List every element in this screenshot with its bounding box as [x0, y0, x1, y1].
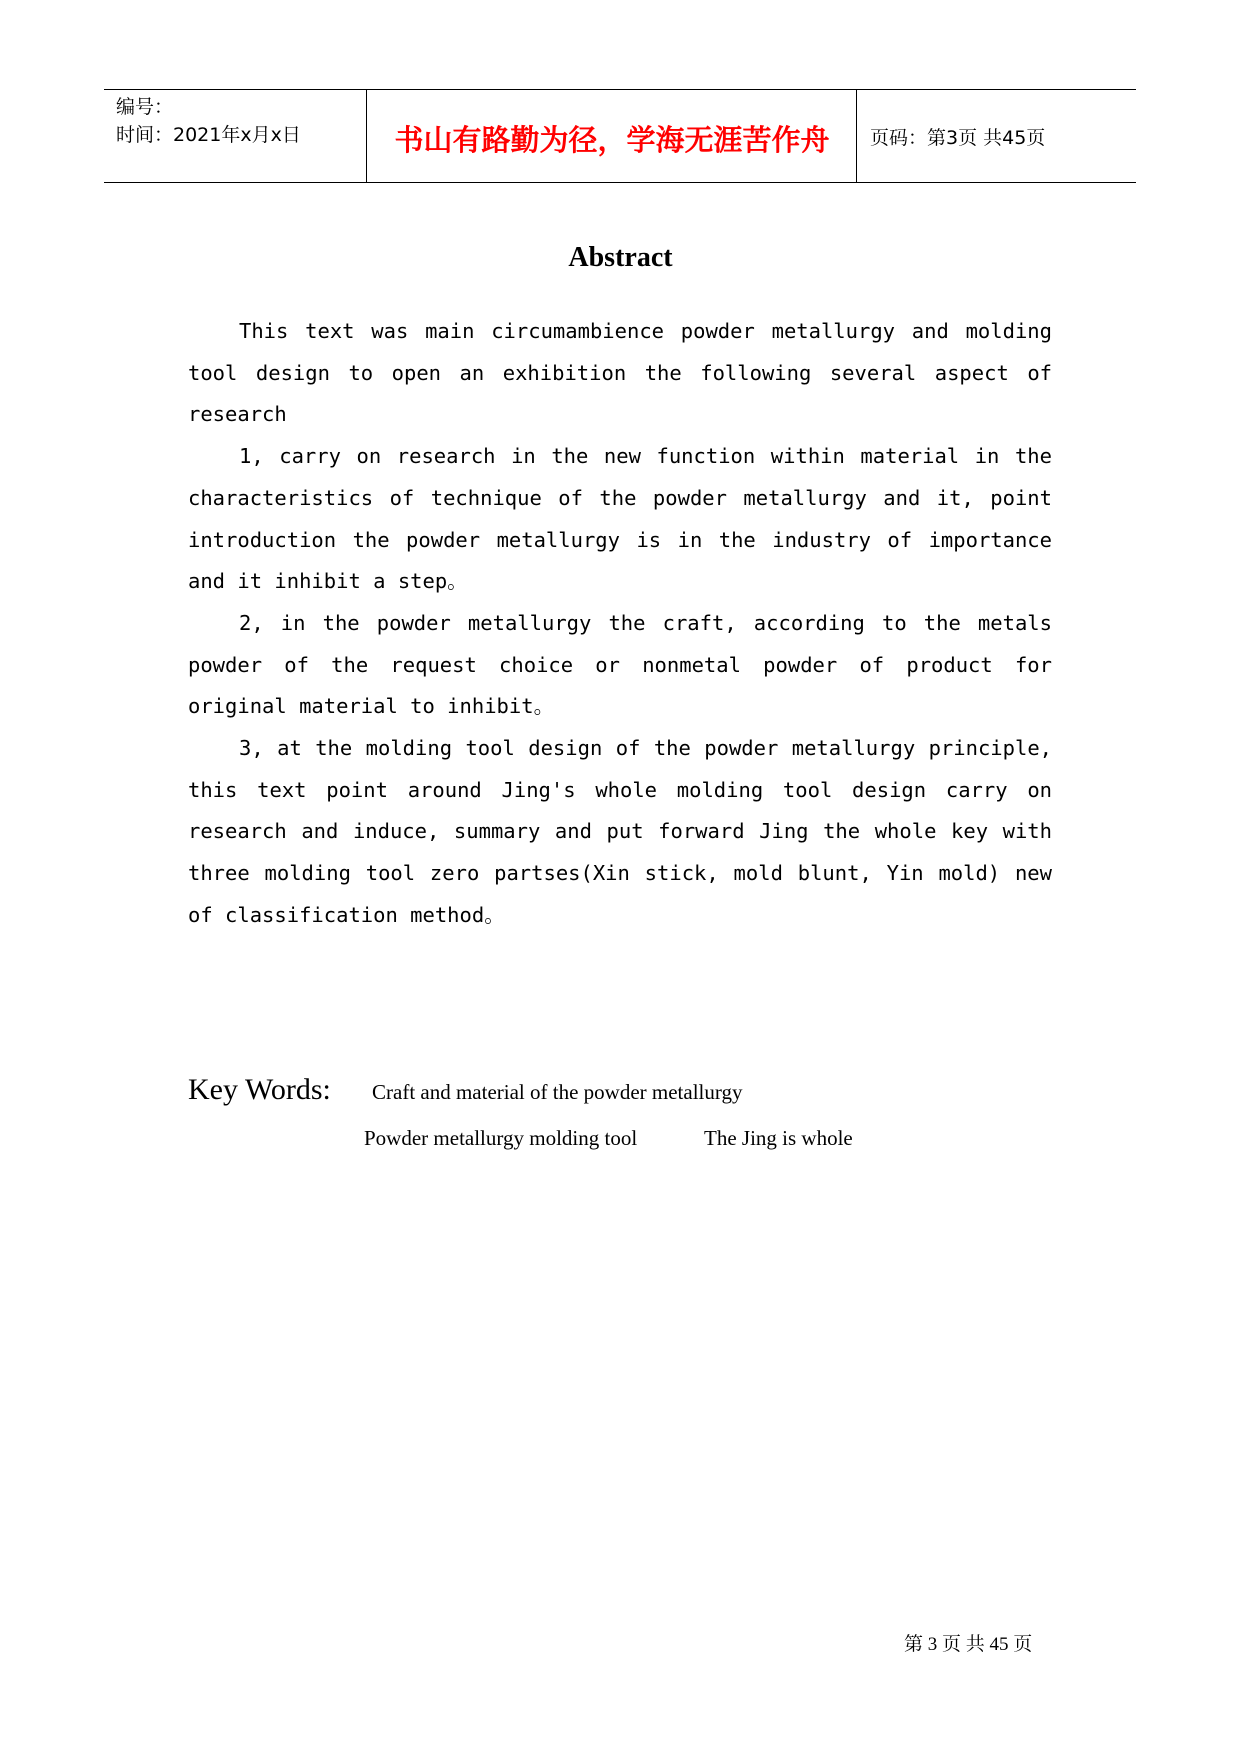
page-title: Abstract [568, 242, 673, 273]
header-motto: 书山有路勤为径，学海无涯苦作舟 [394, 123, 830, 157]
document-date: 时间：2021年x月x日 [116, 124, 301, 146]
abstract-paragraph-intro: This text was main circumambience powder metallurgy and molding tool design to open an exhibition the following several aspect of research [188, 319, 1052, 427]
abstract-paragraph-3: 3, at the molding tool design of the powder metallurgy principle, this text point around Jing's whole molding tool design carry on research and induce, summary and put forward Jing the whole key with three molding tool zero partses(Xin stick, mold blunt, Yin mold) new of classification method。 [188, 736, 1052, 927]
header-left-cell [104, 90, 367, 182]
abstract-paragraph-2: 2, in the powder metallurgy the craft, according to the metals powder of the request choice or nonmetal powder of product for original material to inhibit。 [188, 610, 1052, 719]
document-number-label: 编号： [116, 96, 174, 118]
page-footer: 第 3 页 共 45 页 [904, 1634, 1033, 1655]
header-page-info: 页码：第3页 共45页 [870, 127, 1046, 149]
document-header [104, 89, 1136, 183]
keywords-label: Key Words: [188, 1073, 331, 1106]
header-page-cell [858, 90, 1136, 182]
abstract-body [188, 311, 1052, 937]
keyword-item: Powder metallurgy molding tool [364, 1126, 638, 1150]
keyword-item: Craft and material of the powder metallurgy [372, 1080, 743, 1104]
abstract-paragraph-1: 1, carry on research in the new function within material in the characteristics of technique of the powder metallurgy and it, point introduction the powder metallurgy is in the industry of importance and it inhibit a step。 [188, 444, 1052, 594]
keyword-item: The Jing is whole [704, 1126, 853, 1150]
header-motto-cell [368, 90, 857, 182]
